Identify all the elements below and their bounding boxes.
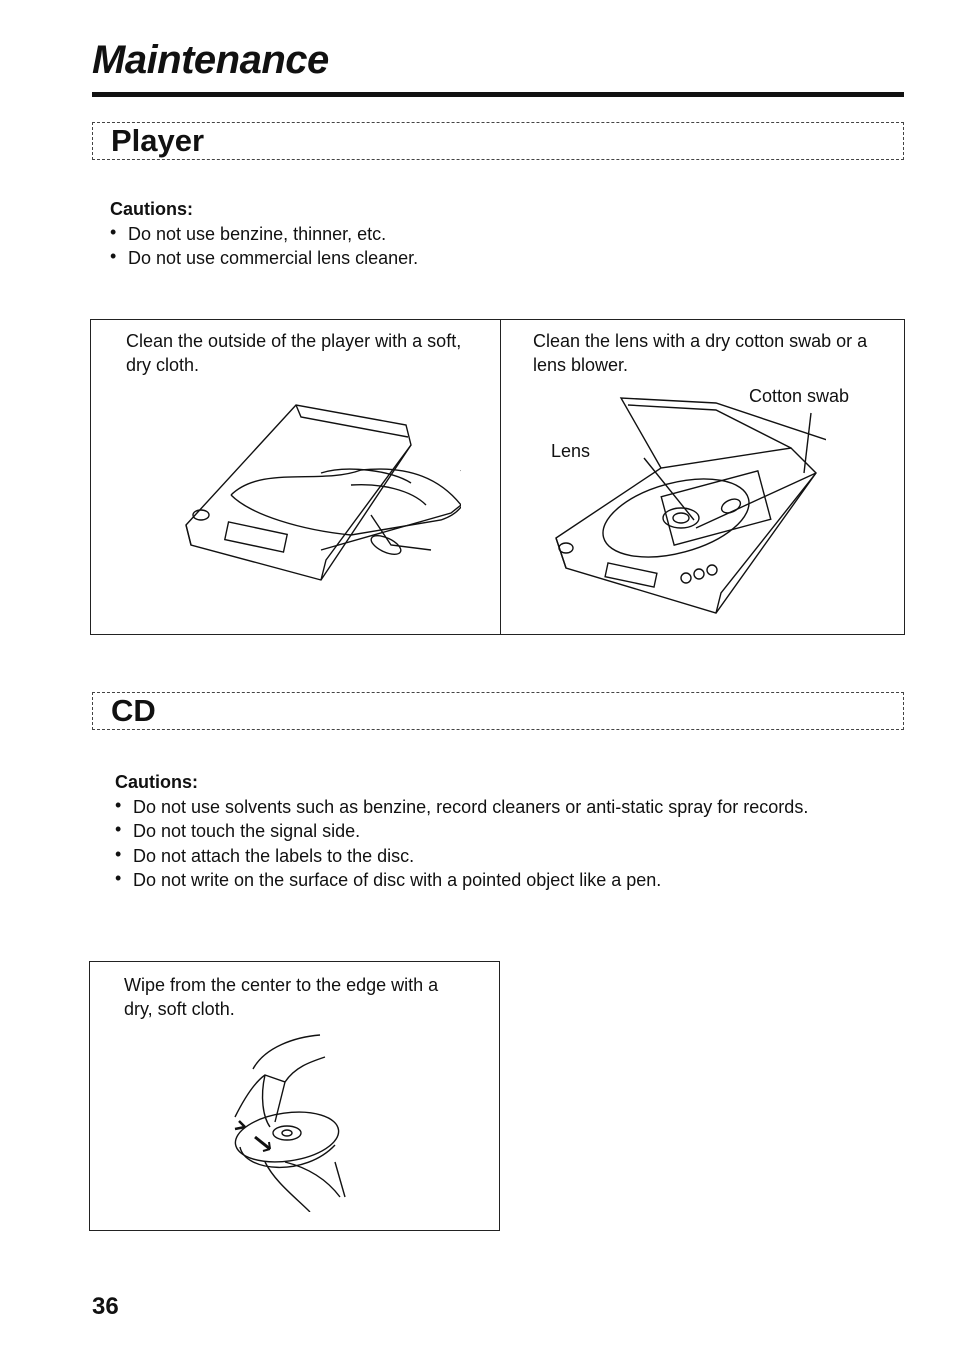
page-number: 36 (92, 1293, 119, 1320)
cd-section-heading (92, 692, 904, 730)
player-caution-item: • Do not use commercial lens cleaner. (108, 246, 890, 271)
lens-cleaning-text: Clean the lens with a dry cotton swab or a lens blower. (533, 331, 868, 375)
cd-caution-item: • Do not write on the surface of disc with a pointed object like a pen. (113, 868, 895, 893)
player-section-heading (92, 122, 904, 160)
player-cautions-label: Cautions: (110, 199, 193, 219)
cd-wipe-illustration (225, 1027, 365, 1212)
player-heading-text: Player (111, 123, 205, 158)
player-cautions (110, 197, 890, 271)
player-cleaning-table (90, 319, 905, 635)
cotton-swab-label: Cotton swab (749, 386, 850, 406)
player-cloth-illustration (171, 395, 461, 590)
page-title: Maintenance (92, 38, 329, 82)
lens-swab-illustration (546, 388, 826, 618)
cd-heading-text: CD (111, 693, 156, 728)
title-rule (92, 92, 904, 97)
cd-caution-item: • Do not attach the labels to the disc. (113, 844, 895, 869)
cd-wipe-text: Wipe from the center to the edge with a dry, soft cloth. (124, 975, 439, 1019)
cd-caution-item: • Do not use solvents such as benzine, record cleaners or anti-static spray for records. (113, 795, 895, 820)
cd-cleaning-box (89, 961, 500, 1231)
outside-cleaning-text: Clean the outside of the player with a soft, dry cloth. (126, 331, 462, 375)
player-caution-item: • Do not use benzine, thinner, etc. (108, 222, 890, 247)
cd-cautions (115, 770, 895, 893)
cd-caution-item: • Do not touch the signal side. (113, 819, 895, 844)
lens-label: Lens (551, 441, 591, 461)
table-divider (500, 320, 501, 634)
cd-cautions-label: Cautions: (115, 772, 198, 792)
